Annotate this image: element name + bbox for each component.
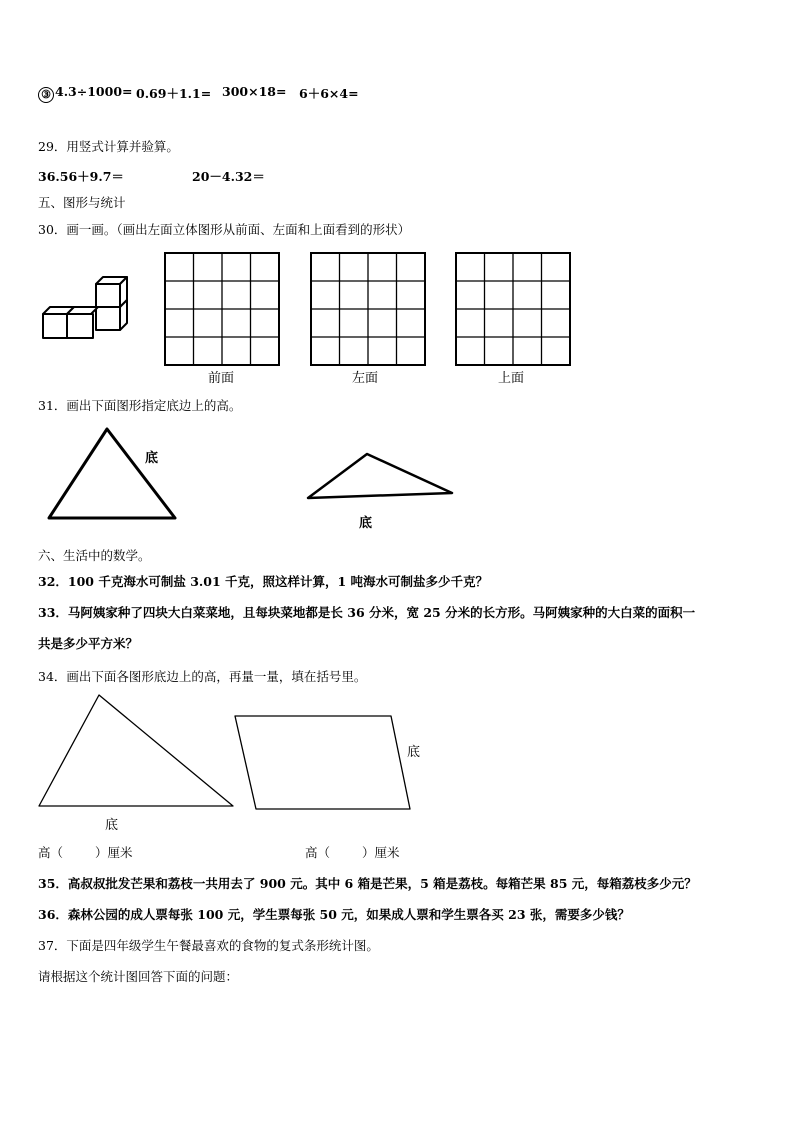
q31-triangle-2[interactable] [304,450,456,502]
answer-prefix: 高（ [38,845,64,860]
calc-item-1: 4.3÷1000= [55,84,133,99]
q30-title: 30．画一画。（画出左面立体图形从前面、左面和上面看到的形状） [38,222,411,237]
q33-line-1: 33．马阿姨家种了四块大白菜菜地，且每块菜地都是长 36 分米，宽 25 分米的长方形。马阿姨家种的大白菜的面积一 [38,605,696,620]
q32-text: 32．100 千克海水可制盐 3.01 千克，照这样计算，1 吨海水可制盐多少千克？ [38,574,489,589]
circled-number-marker: ③ [38,87,54,103]
calc-item-3: 300×18= [222,84,287,99]
calc-item-4: 6＋6×4= [299,86,359,101]
front-view-label: 前面 [208,371,235,386]
front-view-grid[interactable] [164,252,280,366]
q34-triangle-base-label: 底 [105,818,119,833]
cube-solid-figure [40,272,130,342]
q29-item-2: 20－4.32＝ [192,169,265,184]
q34-triangle[interactable] [37,692,237,810]
q34-answer-triangle [38,843,133,861]
calc-row [38,84,132,103]
q37-subtext: 请根据这个统计图回答下面的问题： [38,969,239,984]
q31-triangle-1[interactable] [44,424,184,524]
q31-title: 31．画出下面图形指定底边上的高。 [38,398,242,413]
q34-parallelogram-base-label: 底 [407,745,421,760]
left-view-grid[interactable] [310,252,426,366]
q29-title: 29．用竖式计算并验算。 [38,139,179,154]
q37-text: 37．下面是四年级学生午餐最喜欢的食物的复式条形统计图。 [38,938,379,953]
top-view-grid[interactable] [455,252,571,366]
answer-prefix: 高（ [305,845,331,860]
q29-item-1: 36.56＋9.7＝ [38,169,124,184]
q31-base-label-2: 底 [359,516,373,531]
q31-base-label-1: 底 [145,451,159,466]
answer-suffix: ）厘米 [95,845,133,860]
q35-text: 35．高叔叔批发芒果和荔枝一共用去了 900 元。其中 6 箱是芒果，5 箱是荔枝。每箱芒果 85 元，每箱荔枝多少元？ [38,876,697,891]
section-six-heading: 六、生活中的数学。 [38,548,151,563]
q34-answer-parallelogram [305,843,400,861]
calc-item-2: 0.69＋1.1= [136,86,212,101]
q36-text: 36．森林公园的成人票每张 100 元，学生票每张 50 元，如果成人票和学生票各买 23 张，需要多少钱？ [38,907,630,922]
section-five-heading: 五、图形与统计 [38,195,126,210]
left-view-label: 左面 [352,371,379,386]
q33-line-2: 共是多少平方米？ [38,636,139,651]
q34-title: 34．画出下面各图形底边上的高，再量一量，填在括号里。 [38,669,367,684]
q34-parallelogram[interactable] [232,713,414,813]
top-view-label: 上面 [498,371,525,386]
answer-suffix: ）厘米 [362,845,400,860]
